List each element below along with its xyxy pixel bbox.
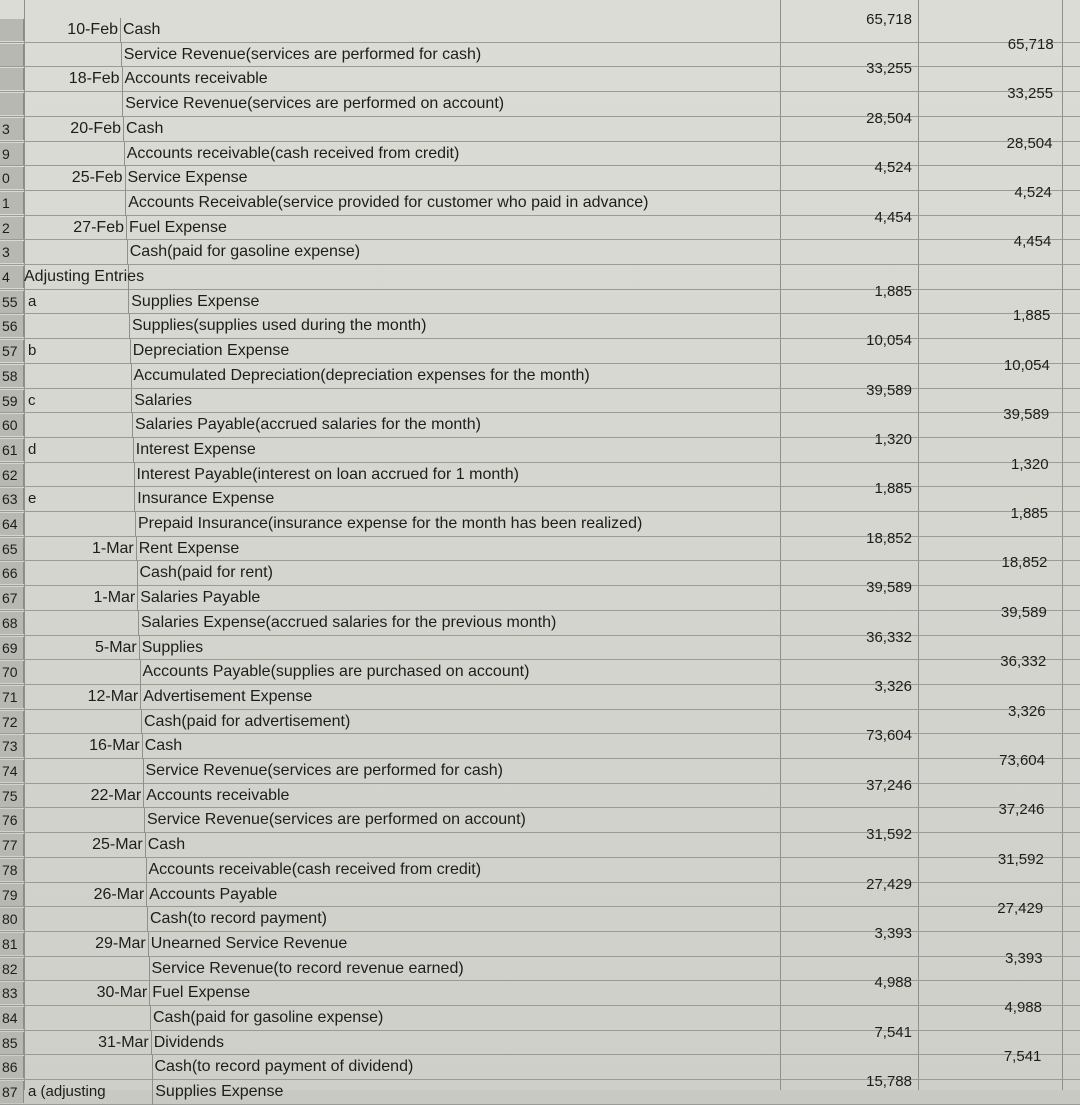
table-row: [0, 455, 1080, 488]
cell-divider: [142, 734, 143, 759]
cell-account[interactable]: Interest Payable(interest on loan accrued for 1 month): [136, 465, 519, 483]
cell-debit[interactable]: 36,332: [866, 628, 912, 646]
cell-divider: [137, 561, 138, 586]
row-header[interactable]: [0, 44, 24, 66]
cell-account[interactable]: Service Revenue(services are performed on account): [125, 95, 505, 113]
row-header[interactable]: 56: [0, 315, 24, 337]
section-label-adjusting-entries[interactable]: Adjusting Entries: [24, 268, 145, 285]
row-header[interactable]: 3: [0, 118, 24, 140]
cell-account[interactable]: Depreciation Expense: [132, 342, 290, 360]
cell-divider: [140, 685, 141, 710]
cell-divider: [140, 660, 141, 685]
cell-credit[interactable]: 4,988: [1004, 999, 1042, 1016]
cell-divider: [151, 1031, 152, 1056]
row-header[interactable]: 79: [0, 884, 24, 906]
cell-divider: [124, 142, 125, 167]
table-row: [0, 505, 1080, 537]
row-header[interactable]: 59: [0, 390, 24, 412]
row-header[interactable]: 67: [0, 587, 24, 609]
row-header[interactable]: 81: [0, 933, 24, 955]
cell-divider: [137, 586, 138, 611]
row-header[interactable]: 74: [0, 760, 24, 782]
row-header[interactable]: 65: [0, 538, 24, 560]
row-header[interactable]: 9: [0, 143, 24, 165]
row-header[interactable]: 0: [0, 167, 24, 189]
cell-account[interactable]: Service Revenue(services are performed on account): [147, 811, 526, 829]
cell-divider: [128, 290, 129, 315]
cell-divider: [131, 364, 132, 389]
cell-divider: [121, 43, 122, 68]
table-row: [0, 875, 1080, 908]
row-header[interactable]: 1: [0, 192, 24, 214]
cell-account[interactable]: Accounts Receivable(service provided for customer who paid in advance): [128, 193, 649, 211]
table-row: [0, 999, 1080, 1031]
table-row: [0, 1073, 1080, 1105]
cell-debit[interactable]: 37,246: [866, 776, 912, 794]
cell-credit[interactable]: 27,429: [997, 900, 1044, 918]
table-row: [0, 850, 1080, 883]
cell-date[interactable]: 31-Mar: [98, 1033, 149, 1051]
table-row: [0, 208, 1080, 241]
cell-divider: [146, 858, 147, 883]
table-row: [0, 579, 1080, 611]
cell-date[interactable]: 29-Mar: [95, 934, 146, 952]
table-row: [0, 406, 1080, 438]
cell-credit[interactable]: 10,054: [1003, 356, 1050, 374]
table-row: [0, 529, 1080, 562]
cell-col-a[interactable]: e: [28, 490, 37, 508]
cell-date[interactable]: 1-Mar: [93, 589, 136, 607]
cell-divider: [130, 339, 131, 364]
table-row: [0, 949, 1080, 982]
cell-divider: [131, 389, 132, 414]
cell-account[interactable]: Supplies Expense: [155, 1083, 284, 1101]
cell-account[interactable]: Accumulated Depreciation(depreciation expenses for the month): [133, 366, 590, 384]
table-row: [0, 900, 1080, 932]
cell-account[interactable]: Accounts receivable: [146, 786, 290, 804]
cell-account[interactable]: Advertisement Expense: [143, 687, 313, 705]
cell-account[interactable]: Cash: [144, 737, 183, 755]
cell-debit[interactable]: 4,988: [874, 974, 912, 992]
cell-credit[interactable]: 31,592: [997, 850, 1044, 868]
cell-debit[interactable]: 73,604: [866, 727, 912, 745]
cell-account[interactable]: Dividends: [153, 1033, 225, 1051]
row-header[interactable]: 61: [0, 439, 24, 461]
table-row: [0, 35, 1080, 68]
cell-account[interactable]: Cash: [147, 836, 186, 854]
row-header[interactable]: 76: [0, 809, 24, 831]
cell-account[interactable]: Salaries Payable: [140, 589, 261, 607]
table-row: [0, 677, 1080, 710]
row-header[interactable]: 69: [0, 637, 24, 659]
table-row: [0, 265, 1080, 290]
cell-divider: [147, 907, 148, 932]
cell-credit[interactable]: 1,320: [1011, 455, 1049, 473]
cell-divider: [150, 1006, 151, 1031]
cell-date[interactable]: 25-Mar: [92, 836, 143, 854]
cell-account[interactable]: Prepaid Insurance(insurance expense for the month has been realized): [138, 515, 643, 532]
cell-divider: [129, 314, 130, 339]
cell-credit[interactable]: 39,589: [1000, 603, 1047, 621]
cell-account[interactable]: Fuel Expense: [152, 984, 251, 1002]
cell-debit[interactable]: 39,589: [866, 381, 912, 399]
cell-divider: [133, 438, 134, 463]
cell-account[interactable]: Salaries Expense(accrued salaries for the previous month): [141, 613, 557, 631]
cell-account[interactable]: Cash(to record payment of dividend): [154, 1058, 414, 1076]
table-row: [0, 159, 1080, 191]
table-row: [0, 752, 1080, 784]
cell-divider: [146, 883, 147, 908]
table-row: [0, 109, 1080, 142]
table-row: [0, 924, 1080, 957]
table-row: [0, 183, 1080, 216]
table-row: [0, 826, 1080, 858]
cell-col-a[interactable]: b: [28, 342, 37, 360]
cell-divider: [149, 957, 150, 982]
cell-credit[interactable]: 65,718: [1007, 35, 1054, 53]
cell-debit[interactable]: 33,255: [866, 60, 912, 78]
cell-divider: [125, 166, 126, 191]
cell-credit[interactable]: 18,852: [1001, 554, 1048, 572]
cell-account[interactable]: Cash(paid for rent): [139, 564, 273, 582]
cell-col-a[interactable]: a: [28, 292, 37, 310]
cell-debit[interactable]: 27,429: [866, 875, 912, 893]
cell-divider: [145, 833, 146, 858]
row-header[interactable]: 83: [0, 982, 24, 1004]
cell-date[interactable]: 18-Feb: [68, 70, 120, 88]
cell-debit[interactable]: 3,393: [874, 924, 912, 942]
table-row: [0, 554, 1080, 586]
table-row: [0, 282, 1080, 315]
row-header[interactable]: 57: [0, 340, 24, 362]
cell-account[interactable]: Accounts Payable(supplies are purchased on account): [142, 663, 530, 681]
cell-account[interactable]: Accounts Payable: [149, 885, 278, 903]
table-row: [0, 776, 1080, 809]
table-row: [0, 1048, 1080, 1080]
cell-col-a[interactable]: d: [28, 440, 37, 458]
row-header[interactable]: 87: [0, 1081, 24, 1103]
cell-date[interactable]: 25-Feb: [71, 169, 123, 187]
cell-debit[interactable]: 39,589: [866, 579, 912, 597]
row-header[interactable]: 77: [0, 834, 24, 856]
cell-divider: [136, 537, 137, 562]
row-header[interactable]: 68: [0, 612, 24, 634]
cell-account[interactable]: Service Revenue(services are performed for cash): [145, 762, 503, 779]
cell-account[interactable]: Rent Expense: [138, 539, 240, 557]
cell-date[interactable]: 1-Mar: [91, 539, 134, 557]
cell-date[interactable]: 10-Feb: [67, 21, 118, 38]
cell-date[interactable]: 5-Mar: [94, 638, 137, 656]
row-header[interactable]: 80: [0, 908, 24, 930]
table-row: [0, 134, 1080, 167]
cell-col-a[interactable]: c: [28, 391, 36, 409]
cell-credit[interactable]: 36,332: [1000, 653, 1047, 671]
cell-account[interactable]: Service Expense: [127, 169, 248, 187]
table-row: [0, 801, 1080, 833]
row-header[interactable]: 66: [0, 562, 24, 584]
cell-credit[interactable]: 4,524: [1014, 183, 1052, 201]
cell-account[interactable]: Fuel Expense: [129, 218, 227, 236]
cell-divider: [122, 92, 123, 117]
row-header[interactable]: 82: [0, 958, 24, 980]
cell-debit[interactable]: 1,320: [874, 430, 912, 448]
cell-divider: [120, 18, 121, 43]
cell-account[interactable]: Accounts receivable(cash received from credit): [148, 860, 482, 878]
cell-account[interactable]: Accounts receivable(cash received from credit): [126, 144, 460, 162]
cell-account[interactable]: Service Revenue(to record revenue earned): [151, 959, 464, 977]
row-header[interactable]: [0, 68, 24, 90]
cell-date[interactable]: 12-Mar: [87, 687, 139, 705]
cell-debit[interactable]: 15,788: [866, 1073, 912, 1091]
cell-account[interactable]: Salaries: [134, 391, 193, 409]
row-header[interactable]: 55: [0, 291, 24, 313]
cell-divider: [123, 117, 124, 142]
cell-divider: [125, 191, 126, 216]
row-header[interactable]: 73: [0, 735, 24, 757]
cell-divider: [138, 611, 139, 636]
cell-divider: [143, 784, 144, 809]
row-header[interactable]: 60: [0, 414, 24, 436]
cell-credit[interactable]: 3,393: [1005, 949, 1043, 967]
row-header[interactable]: 72: [0, 711, 24, 733]
table-row: [0, 85, 1080, 117]
cell-account[interactable]: Salaries Payable(accrued salaries for the month): [135, 416, 481, 434]
table-row: [0, 727, 1080, 759]
row-header[interactable]: 78: [0, 859, 24, 881]
row-header[interactable]: [0, 19, 24, 41]
cell-credit[interactable]: 1,885: [1012, 307, 1051, 325]
cell-debit[interactable]: 4,524: [874, 159, 912, 177]
cell-divider: [134, 463, 135, 488]
cell-account[interactable]: Cash(paid for advertisement): [144, 712, 351, 730]
cell-divider: [126, 216, 127, 241]
row-header[interactable]: 4: [0, 266, 24, 288]
cell-account[interactable]: Cash: [123, 21, 161, 38]
cell-divider: [134, 487, 135, 512]
cell-date[interactable]: 20-Feb: [70, 119, 121, 137]
cell-debit[interactable]: 1,885: [874, 480, 912, 498]
cell-credit[interactable]: 39,589: [1003, 406, 1050, 424]
table-row: [0, 603, 1080, 636]
row-header[interactable]: 58: [0, 365, 24, 387]
table-row: [0, 332, 1080, 364]
row-header[interactable]: 64: [0, 513, 24, 535]
cell-divider: [143, 759, 144, 784]
cell-divider: [132, 413, 133, 438]
cell-divider: [135, 512, 136, 537]
row-header[interactable]: 62: [0, 464, 24, 486]
cell-divider: [141, 710, 142, 735]
cell-date[interactable]: 30-Mar: [96, 984, 148, 1002]
row-header[interactable]: 3: [0, 241, 24, 263]
table-row: [0, 628, 1080, 661]
row-header[interactable]: 85: [0, 1032, 24, 1054]
cell-account[interactable]: Cash(paid for gasoline expense): [153, 1009, 384, 1026]
cell-account[interactable]: Interest Expense: [135, 440, 256, 458]
cell-date[interactable]: 16-Mar: [89, 737, 140, 755]
cell-date[interactable]: 22-Mar: [90, 786, 142, 804]
cell-credit[interactable]: 28,504: [1006, 134, 1053, 152]
cell-debit[interactable]: 31,592: [866, 826, 912, 844]
cell-date[interactable]: 27-Feb: [73, 218, 124, 236]
cell-divider: [127, 240, 128, 265]
cell-debit[interactable]: 18,852: [866, 529, 912, 547]
cell-debit[interactable]: 3,326: [874, 677, 912, 695]
table-row: [0, 653, 1080, 685]
table-row: [0, 381, 1080, 414]
cell-account[interactable]: Service Revenue(services are performed for cash): [123, 45, 482, 63]
cell-debit[interactable]: 10,054: [866, 332, 912, 350]
cell-credit[interactable]: 33,255: [1007, 85, 1054, 103]
cell-debit[interactable]: 1,885: [874, 282, 912, 300]
cell-divider: [149, 981, 150, 1006]
cell-account[interactable]: Cash: [126, 119, 164, 137]
cell-divider: [139, 636, 140, 661]
table-row: [0, 702, 1080, 735]
row-header[interactable]: [0, 93, 24, 115]
cell-divider: [148, 932, 149, 957]
table-row: [0, 480, 1080, 512]
cell-debit[interactable]: 28,504: [866, 109, 912, 127]
cell-account[interactable]: Cash(to record payment): [150, 910, 327, 928]
cell-debit[interactable]: 7,541: [874, 1023, 912, 1041]
table-row: [0, 11, 1080, 43]
table-row: [0, 307, 1080, 339]
row-header[interactable]: 63: [0, 488, 24, 510]
cell-account[interactable]: Supplies: [141, 638, 204, 656]
cell-account[interactable]: Supplies(supplies used during the month): [132, 317, 427, 335]
cell-account[interactable]: Supplies Expense: [131, 292, 260, 310]
cell-account[interactable]: Unearned Service Revenue: [150, 934, 348, 952]
row-header[interactable]: 2: [0, 217, 24, 239]
table-row: [0, 60, 1080, 92]
table-row: [0, 1023, 1080, 1056]
cell-divider: [122, 67, 123, 92]
cell-credit[interactable]: 7,541: [1003, 1048, 1042, 1066]
cell-col-a[interactable]: a (adjusting: [28, 1083, 106, 1101]
cell-account[interactable]: Accounts receivable: [124, 70, 268, 88]
row-header[interactable]: 71: [0, 686, 24, 708]
table-row: [0, 430, 1080, 463]
cell-credit[interactable]: 1,885: [1010, 505, 1048, 522]
table-row: [0, 356, 1080, 389]
table-row: [0, 233, 1080, 265]
cell-divider: [152, 1055, 153, 1080]
cell-credit[interactable]: 4,454: [1013, 233, 1052, 251]
cell-divider: [144, 808, 145, 833]
cell-debit[interactable]: 65,718: [866, 11, 912, 28]
row-header[interactable]: 75: [0, 785, 24, 807]
cell-account[interactable]: Cash(paid for gasoline expense): [129, 243, 361, 261]
cell-debit[interactable]: 4,454: [874, 208, 912, 226]
row-header[interactable]: 70: [0, 661, 24, 683]
cell-account[interactable]: Insurance Expense: [137, 490, 275, 508]
cell-credit[interactable]: 3,326: [1008, 702, 1046, 720]
row-header[interactable]: 86: [0, 1056, 24, 1078]
cell-credit[interactable]: 73,604: [999, 752, 1045, 769]
table-row: [0, 974, 1080, 1006]
row-header[interactable]: 84: [0, 1007, 24, 1029]
cell-date[interactable]: 26-Mar: [93, 885, 145, 903]
cell-divider: [152, 1080, 153, 1105]
cell-credit[interactable]: 37,246: [998, 801, 1045, 819]
